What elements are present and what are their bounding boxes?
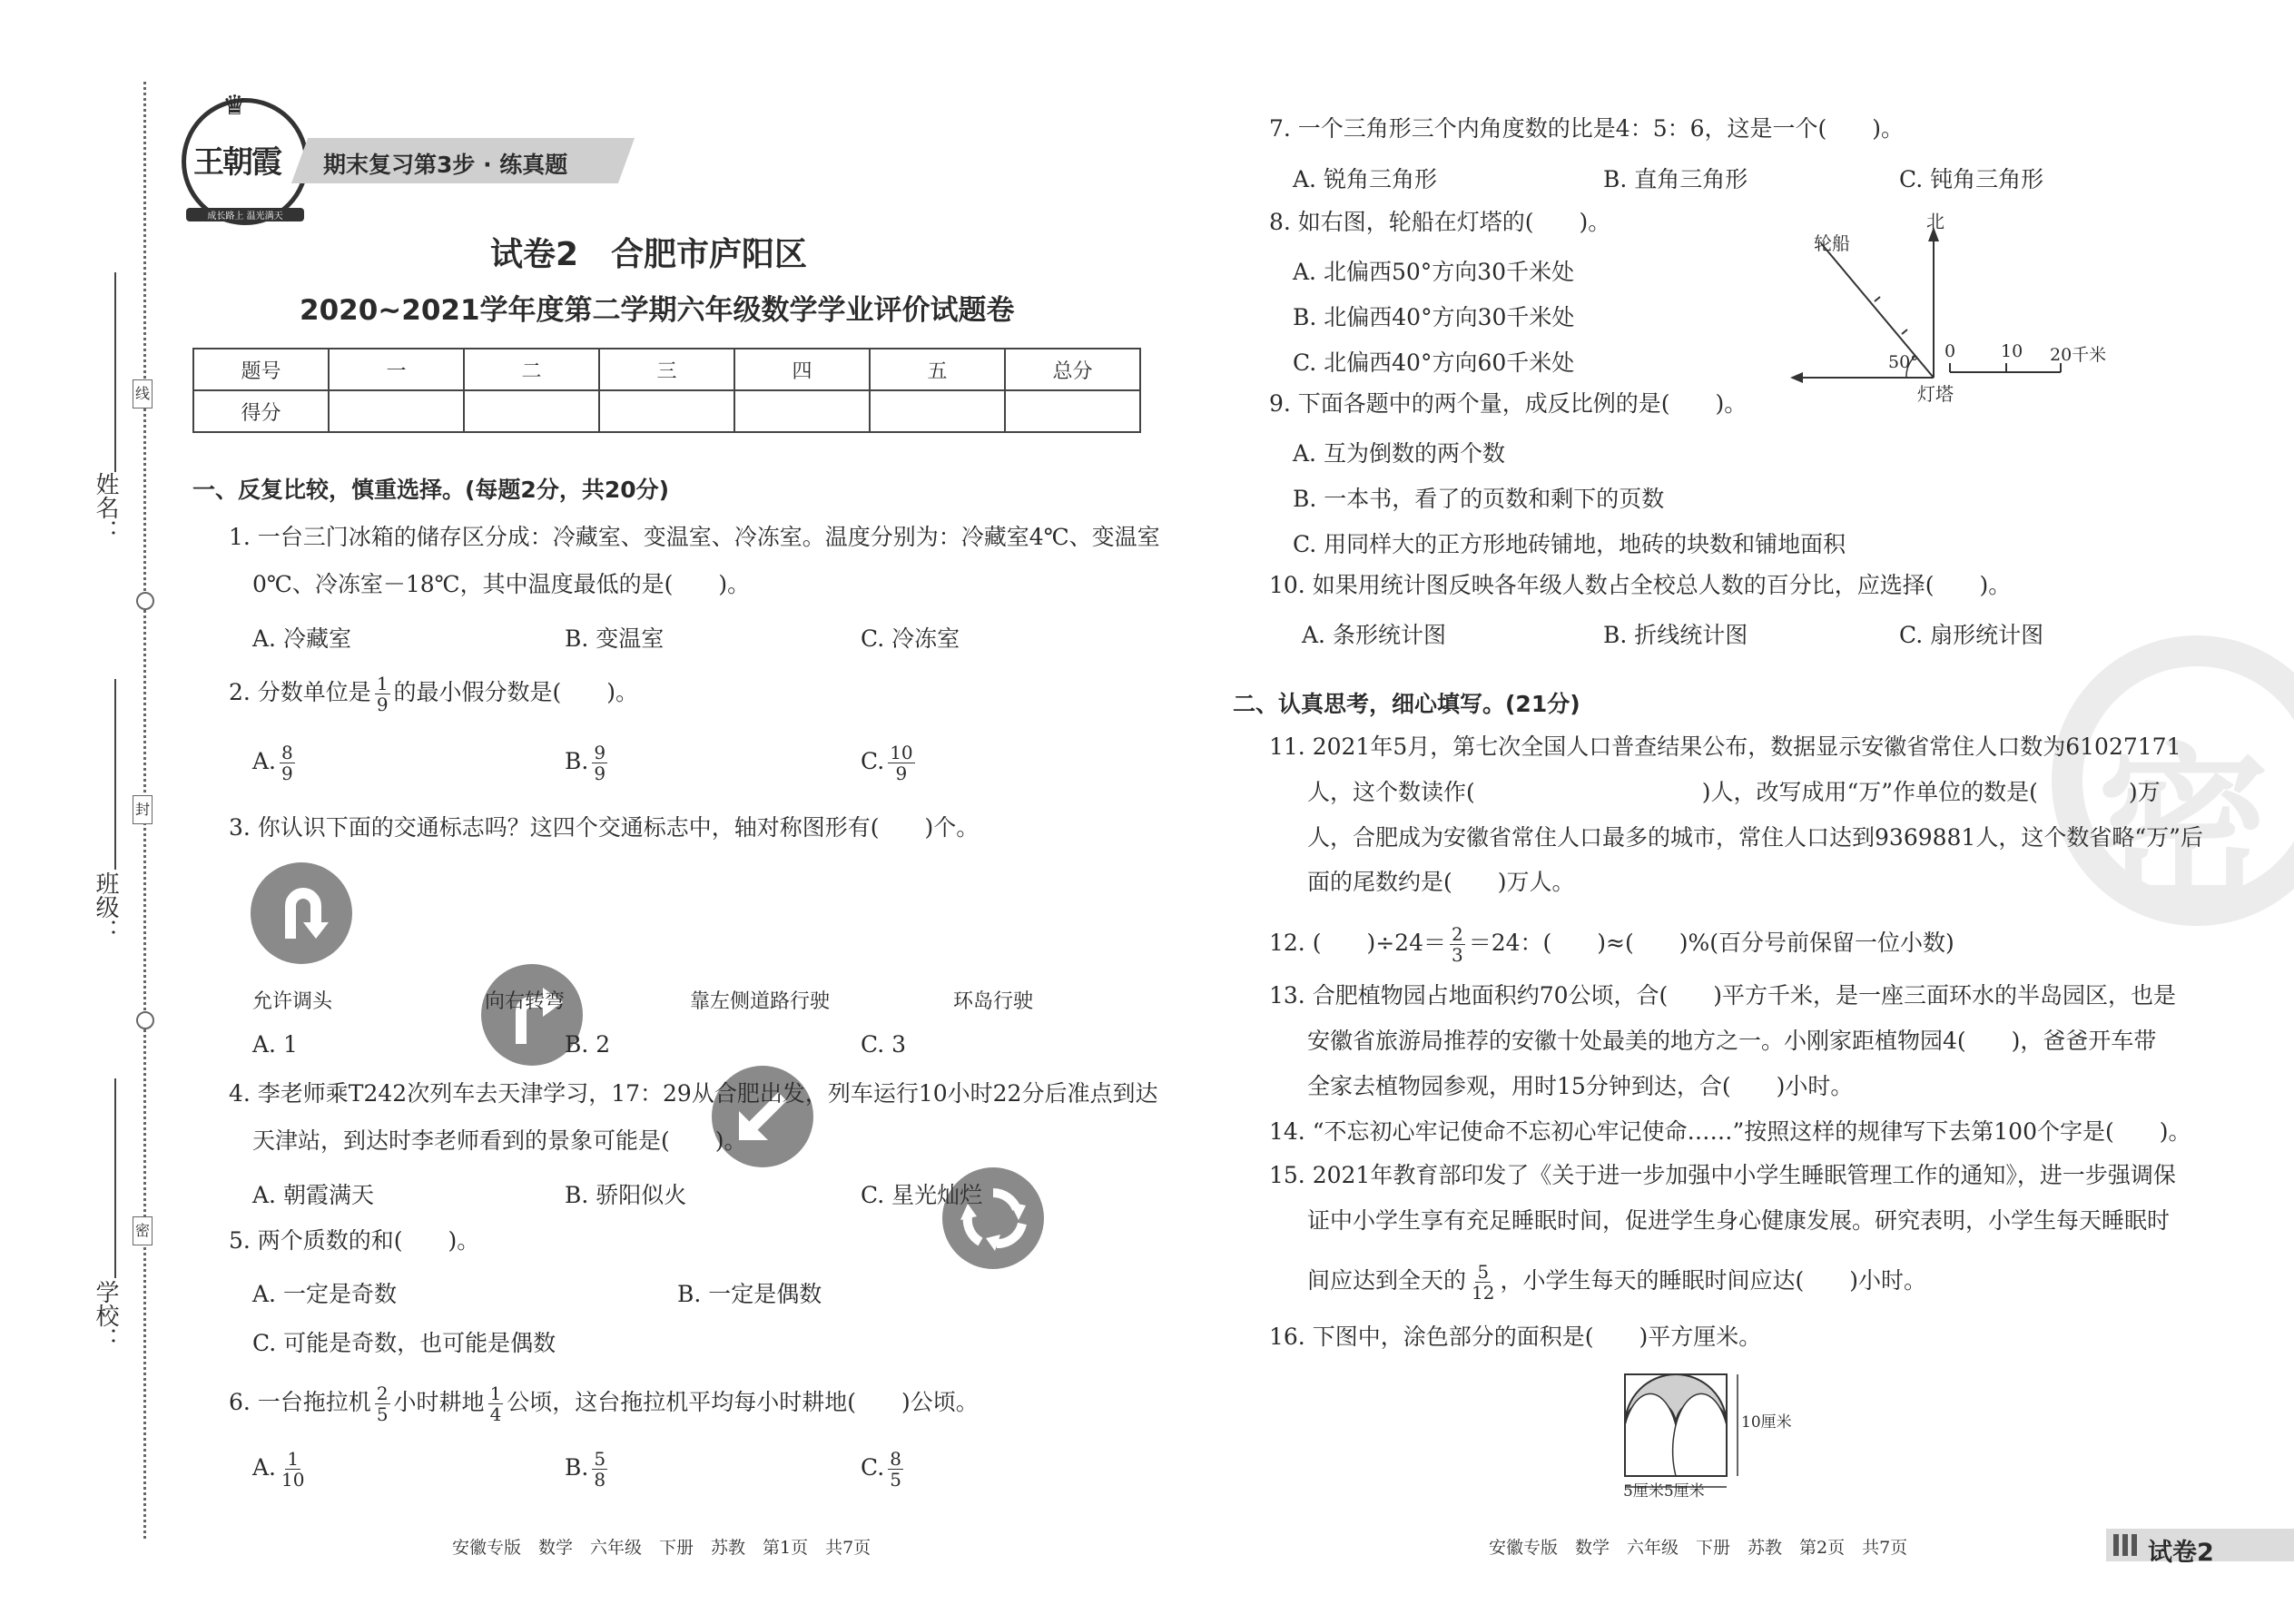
q16-stem: 16. 下图中，涂色部分的面积是( )平方厘米。 — [1269, 1324, 1762, 1350]
fig-tower-label: 灯塔 — [1917, 383, 1954, 405]
q2-option-a[interactable]: A. $\frac{8}{9}$ — [252, 742, 293, 784]
fig16-height-label: 10厘米 — [1741, 1413, 1792, 1432]
q2-pre: 2. 分数单位是 — [229, 679, 371, 705]
fig-scale-20: 20千米 — [2050, 345, 2107, 365]
score-cell: 四 — [734, 349, 870, 390]
cut-mark-secret: 密 — [133, 1216, 153, 1245]
footer-left: 安徽专版 数学 六年级 下册 苏教 第1页 共7页 — [452, 1538, 871, 1558]
tag-squares-icon — [2113, 1534, 2137, 1556]
q13-line3: 全家去植物园参观，用时15分钟到达，合( )小时。 — [1307, 1073, 1854, 1099]
section1-heading: 一、反复比较，慎重选择。(每题2分，共20分) — [192, 477, 670, 503]
score-input[interactable] — [599, 390, 734, 432]
q11-line1: 11. 2021年5月，第七次全国人口普查结果公布，数据显示安徽省常住人口数为61027171 — [1269, 733, 2181, 760]
score-input[interactable] — [734, 390, 870, 432]
fig16-width-label: 5厘米5厘米 — [1623, 1482, 1705, 1501]
q7-stem: 7. 一个三角形三个内角度数的比是4：5：6，这是一个( )。 — [1269, 115, 1905, 142]
q10-option-b[interactable]: B. 折线统计图 — [1603, 622, 1748, 648]
q13-line1: 13. 合肥植物园占地面积约70公顷，合( )平方千米，是一座三面环水的半岛园区，也是 — [1269, 982, 2177, 1009]
q11-line3: 人，合肥成为安徽省常住人口最多的城市，常住人口达到9369881人，这个数省略“万”后 — [1307, 824, 2203, 851]
q8-option-a[interactable]: A. 北偏西50°方向30千米处 — [1293, 259, 1575, 285]
q5-option-b[interactable]: B. 一定是偶数 — [677, 1281, 822, 1307]
q7-option-b[interactable]: B. 直角三角形 — [1603, 166, 1748, 192]
q8-stem: 8. 如右图，轮船在灯塔的( )。 — [1269, 209, 1611, 235]
q14-stem: 14. “不忘初心牢记使命不忘初心牢记使命……”按照这样的规律写下去第100个字是( )。 — [1269, 1118, 2191, 1145]
q2-option-c[interactable]: C. $\frac{10}{9}$ — [861, 742, 913, 784]
score-value-row — [193, 390, 1140, 432]
score-cell: 总分 — [1005, 349, 1140, 390]
q9-option-b[interactable]: B. 一本书，看了的页数和剩下的页数 — [1293, 486, 1665, 512]
q4-option-c[interactable]: C. 星光灿烂 — [861, 1182, 983, 1208]
q5-option-a[interactable]: A. 一定是奇数 — [252, 1281, 397, 1307]
q10-option-a[interactable]: A. 条形统计图 — [1302, 622, 1446, 648]
score-cell: 五 — [870, 349, 1005, 390]
paper-title: 试卷2 合肥市庐阳区 — [490, 236, 808, 273]
score-table — [192, 348, 1141, 433]
q15-line3: 间应达到全天的 $\frac{5}{12}$ ，小学生每天的睡眠时间应达( )小时。 — [1307, 1261, 1926, 1304]
q4-option-a[interactable]: A. 朝霞满天 — [252, 1182, 374, 1208]
q3-option-a[interactable]: A. 1 — [252, 1031, 298, 1058]
class-underline[interactable] — [114, 679, 116, 870]
q4-option-b[interactable]: B. 骄阳似火 — [565, 1182, 687, 1208]
q2-post: 的最小假分数是( )。 — [393, 679, 639, 705]
q1-option-a[interactable]: A. 冷藏室 — [252, 625, 351, 652]
score-cell: 得分 — [193, 390, 329, 432]
q7-option-a[interactable]: A. 锐角三角形 — [1293, 166, 1437, 192]
score-header-row — [193, 349, 1140, 390]
q2-option-b[interactable]: B. $\frac{9}{9}$ — [565, 742, 606, 784]
sign4-caption: 环岛行驶 — [953, 990, 1034, 1013]
brand-logo — [182, 90, 309, 225]
sign2-caption: 向右转弯 — [485, 990, 566, 1013]
q4-line2: 天津站，到达时李老师看到的景象可能是( )。 — [252, 1127, 747, 1154]
q9-option-c[interactable]: C. 用同样大的正方形地砖铺地，地砖的块数和铺地面积 — [1293, 531, 1846, 557]
score-input[interactable] — [1005, 390, 1140, 432]
q6-option-c[interactable]: C. $\frac{8}{5}$ — [861, 1448, 901, 1491]
score-input[interactable] — [870, 390, 1005, 432]
q1-option-c[interactable]: C. 冷冻室 — [861, 625, 960, 652]
q9-stem: 9. 下面各题中的两个量，成反比例的是( )。 — [1269, 390, 1748, 417]
u-turn-sign-icon — [251, 862, 352, 964]
q8-option-b[interactable]: B. 北偏西40°方向30千米处 — [1293, 304, 1575, 330]
fig-scale-10: 10 — [2001, 341, 2023, 361]
banner-text: 期末复习第3步 · 练真题 — [323, 152, 568, 178]
score-cell: 题号 — [193, 349, 329, 390]
score-input[interactable] — [329, 390, 464, 432]
q4-line1: 4. 李老师乘T242次列车去天津学习，17：29从合肥出发，列车运行10小时22分后准点到达 — [229, 1080, 1158, 1107]
school-label: 学校： — [92, 1280, 119, 1351]
name-underline[interactable] — [114, 272, 116, 472]
q3-stem: 3. 你认识下面的交通标志吗？这四个交通标志中，轴对称图形有( )个。 — [229, 814, 980, 841]
binding-dot-icon — [136, 1011, 154, 1029]
q1-line1: 1. 一台三门冰箱的储存区分成：冷藏室、变温室、冷冻室。温度分别为：冷藏室4℃、变温室 — [229, 524, 1160, 550]
q15-line1: 15. 2021年教育部印发了《关于进一步加强中小学生睡眠管理工作的通知》，进一步强调保 — [1269, 1162, 2176, 1188]
q5-option-c[interactable]: C. 可能是奇数，也可能是偶数 — [252, 1330, 556, 1356]
logo-slogan: 成长路上 温光满天 — [186, 208, 304, 221]
score-cell: 一 — [329, 349, 464, 390]
watermark-char: 密 — [2097, 728, 2270, 929]
score-cell: 二 — [464, 349, 599, 390]
q3-option-c[interactable]: C. 3 — [861, 1031, 907, 1058]
school-underline[interactable] — [114, 1078, 116, 1278]
score-cell: 三 — [599, 349, 734, 390]
cut-mark-seal: 封 — [133, 795, 153, 824]
q13-line2: 安徽省旅游局推荐的安徽十处最美的地方之一。小刚家距植物园4( )，爸爸开车带 — [1307, 1028, 2157, 1054]
q9-option-a[interactable]: A. 互为倒数的两个数 — [1293, 440, 1505, 467]
q8-option-c[interactable]: C. 北偏西40°方向60千米处 — [1293, 349, 1575, 376]
name-label: 姓名： — [92, 472, 119, 543]
paper-tag: 试卷2 — [2148, 1539, 2214, 1567]
q12-stem: 12. ( )÷24＝ $\frac{2}{3}$ ＝24：( )≈( )%(百分号前保留一位小数) — [1269, 923, 1954, 966]
binding-dot-icon — [136, 592, 154, 610]
q1-line2: 0℃、冷冻室－18℃，其中温度最低的是( )。 — [252, 571, 751, 597]
q6-option-a[interactable]: A. $\frac{1}{10}$ — [252, 1448, 305, 1491]
q15-line2: 证中小学生享有充足睡眠时间，促进学生身心健康发展。研究表明，小学生每天睡眠时 — [1307, 1207, 2171, 1234]
sign1-caption: 允许调头 — [252, 990, 333, 1013]
logo-crown-icon: ♛ — [222, 90, 247, 122]
section2-heading: 二、认真思考，细心填写。(21分) — [1233, 691, 1580, 717]
q10-stem: 10. 如果用统计图反映各年级人数占全校总人数的百分比，应选择( )。 — [1269, 572, 2012, 598]
fraction: $\frac{1}{9}$ — [376, 673, 389, 715]
q11-line4: 面的尾数约是( )万人。 — [1307, 869, 1575, 895]
fig-ship-label: 轮船 — [1814, 232, 1850, 254]
fig-north-label: 北 — [1926, 211, 1944, 232]
q5-stem: 5. 两个质数的和( )。 — [229, 1227, 480, 1254]
paper-subtitle: 2020~2021学年度第二学期六年级数学学业评价试题卷 — [300, 294, 1015, 327]
fig-angle-label: 50° — [1888, 352, 1919, 372]
sign3-caption: 靠左侧道路行驶 — [690, 990, 831, 1013]
score-input[interactable] — [464, 390, 599, 432]
cut-mark-line: 线 — [133, 379, 153, 408]
logo-text: 王朝霞 — [193, 144, 281, 181]
q3-option-b[interactable]: B. 2 — [565, 1031, 611, 1058]
q6-option-b[interactable]: B. $\frac{5}{8}$ — [565, 1448, 606, 1491]
fig-scale-0: 0 — [1944, 341, 1956, 361]
q2-stem — [229, 674, 638, 714]
footer-right: 安徽专版 数学 六年级 下册 苏教 第2页 共7页 — [1489, 1538, 1908, 1558]
q11-line2: 人，这个数读作( )人，改写成用“万”作单位的数是( )万 — [1307, 779, 2161, 805]
q7-option-c[interactable]: C. 钝角三角形 — [1899, 166, 2044, 192]
q10-option-c[interactable]: C. 扇形统计图 — [1899, 622, 2044, 648]
class-label: 班级： — [92, 871, 119, 942]
q1-option-b[interactable]: B. 变温室 — [565, 625, 665, 652]
q6-stem: 6. 一台拖拉机 $\frac{2}{5}$ 小时耕地 $\frac{1}{4}$ 公顷，这台拖拉机平均每小时耕地( )公顷。 — [229, 1383, 979, 1425]
